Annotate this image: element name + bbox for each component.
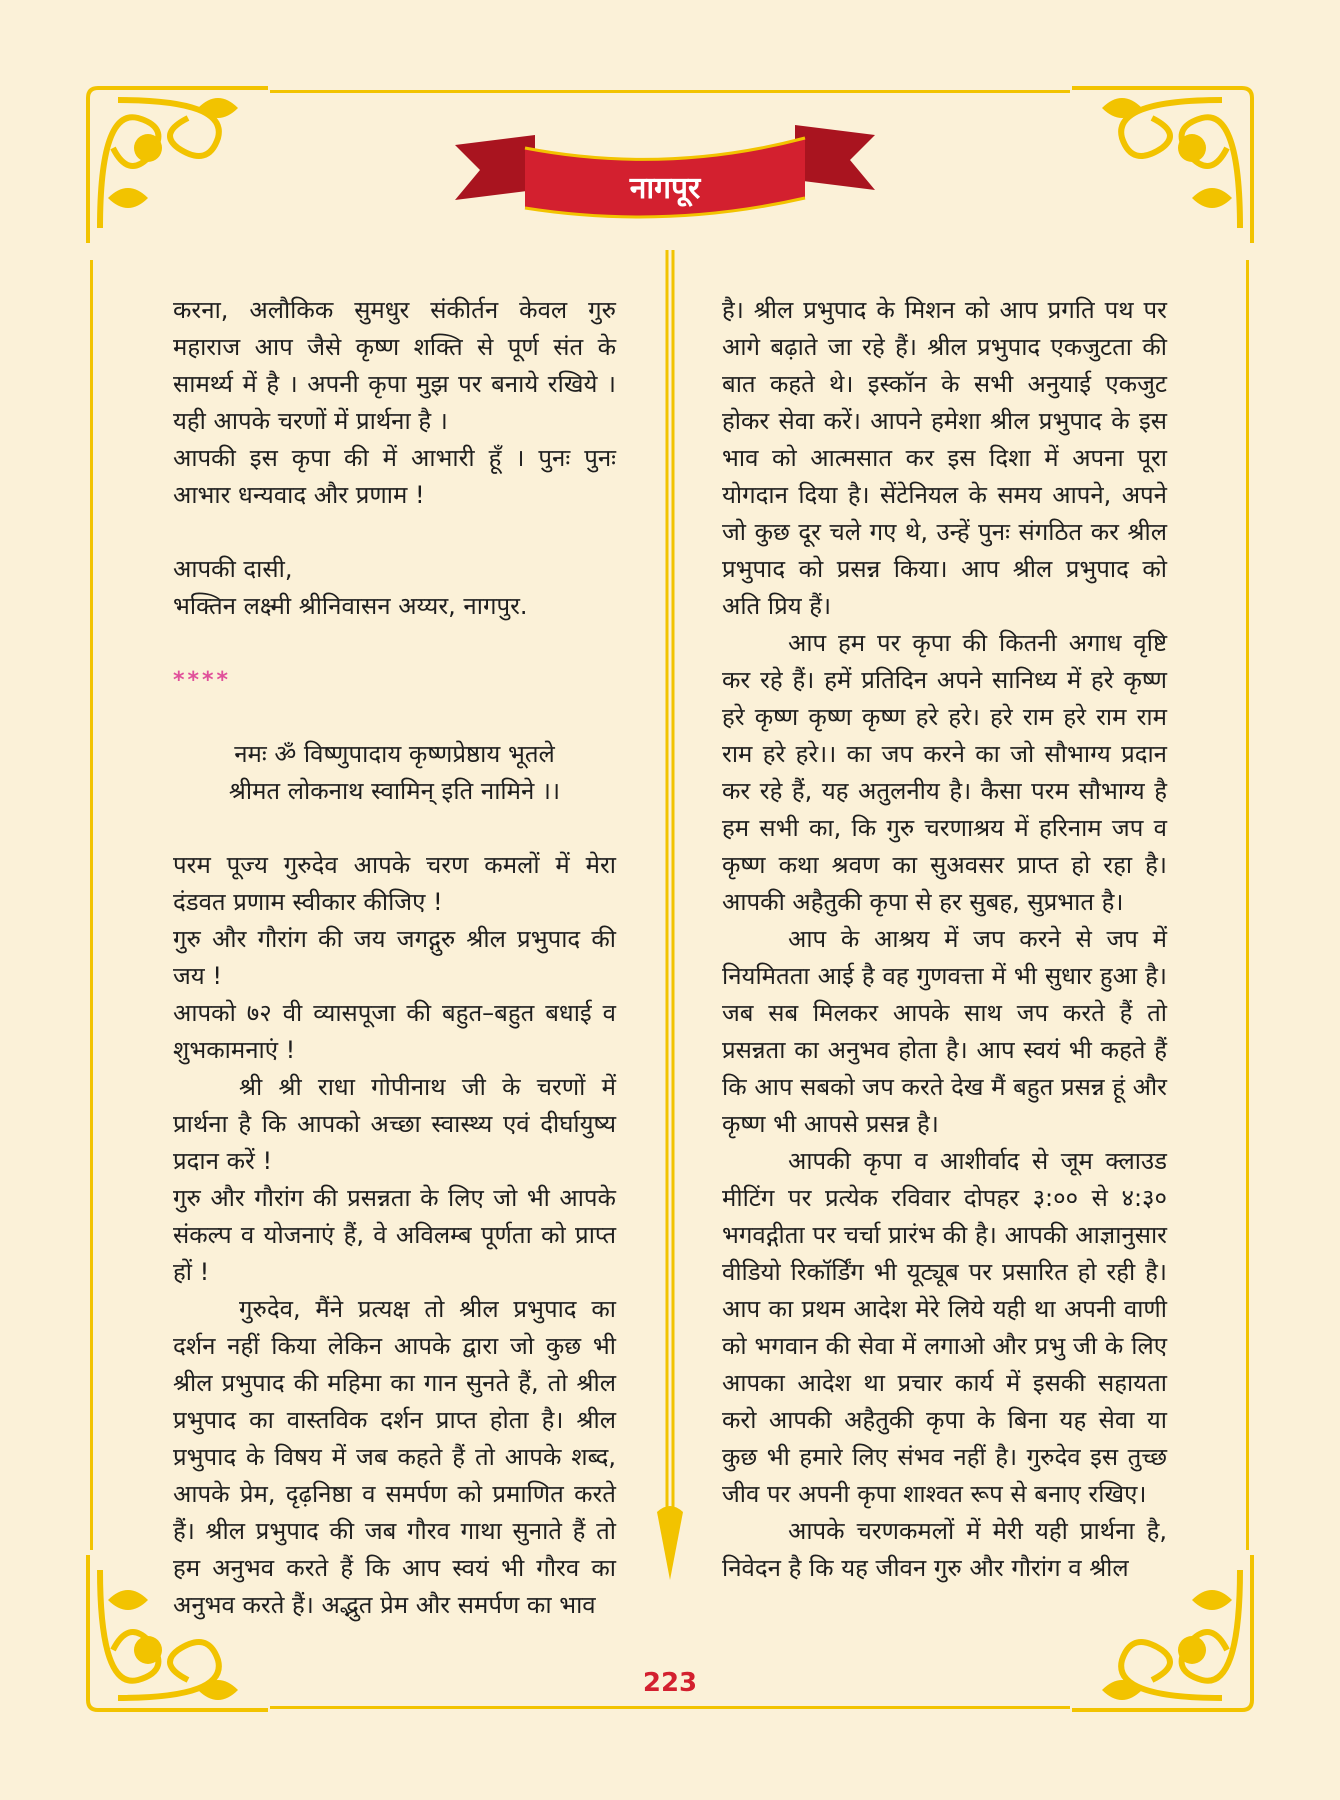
section-separator: **** (173, 668, 232, 693)
right-paragraph-3: आप के आश्रय में जप करने से जप में नियमितता आई है वह गुणवत्ता में भी सुधार हुआ है। जब सब मिलकर आपके साथ जप करते हैं तो प्रसन्नता का अनुभव होता है। आप स्वयं भी कहते हैं कि आप सबको जप करते देख मैं बहुत प्रसन्न हूं और कृष्ण भी आपसे प्रसन्न है। (722, 925, 1167, 1138)
left-paragraph-4: गुरु और गौरांग की जय जगद्गुरु श्रील प्रभुपाद की जय ! (173, 925, 616, 990)
section-banner (455, 120, 875, 230)
left-paragraph-3: परम पूज्य गुरुदेव आपके चरण कमलों में मेरा दंडवत प्रणाम स्वीकार कीजिए ! (173, 851, 616, 916)
frame-right-line (1246, 260, 1249, 1550)
signature-line-2: भक्तिन लक्ष्मी श्रीनिवासन अय्यर, नागपुर. (173, 592, 528, 620)
left-paragraph-8: गुरुदेव, मैंने प्रत्यक्ष तो श्रील प्रभुपाद का दर्शन नहीं किया लेकिन आपके द्वारा जो कुछ भी श्रील प्रभुपाद की महिमा का गान सुनते हैं, तो श्रील प्रभुपाद का वास्तविक दर्शन प्राप्त होता है। श्रील प्रभुपाद के विषय में जब कहते हैं तो आपके शब्द, आपके प्रेम, दृढ़निष्ठा व समर्पण को प्रमाणित करते हैं। श्रील प्रभुपाद की जब गौरव गाथा सुनाते हैं तो हम अनुभव करते हैं कि आप स्वयं भी गौरव का अनुभव करते हैं। अद्भुत प्रेम और समर्पण का भाव (173, 1295, 616, 1619)
frame-bottom-line (270, 1706, 1070, 1709)
frame-left-line (90, 260, 93, 1550)
mantra-line-1: नमः ॐ विष्णुपादाय कृष्णप्रेष्ठाय भूतले (234, 740, 555, 768)
right-paragraph-1: है। श्रील प्रभुपाद के मिशन को आप प्रगति पथ पर आगे बढ़ाते जा रहे हैं। श्रील प्रभुपाद एकजुटता की बात कहते थे। इस्कॉन के सभी अनुयाई एकजुट होकर सेवा करें। आपने हमेशा श्रील प्रभुपाद के इस भाव को आत्मसात कर इस दिशा में अपना पूरा योगदान दिया है। सेंटेनियल के समय आपने, अपने जो कुछ दूर चले गए थे, उन्हें पुनः संगठित कर श्रील प्रभुपाद को प्रसन्न किया। आप श्रील प्रभुपाद को अति प्रिय हैं। (722, 296, 1167, 620)
left-column (173, 292, 616, 1624)
right-paragraph-2: आप हम पर कृपा की कितनी अगाध वृष्टि कर रहे हैं। हमें प्रतिदिन अपने सानिध्य में हरे कृष्ण हरे कृष्ण कृष्ण कृष्ण हरे हरे। हरे राम हरे राम राम राम हरे हरे।। का जप करने का जो सौभाग्य प्रदान कर रहे हैं, यह अतुलनीय है। कैसा परम सौभाग्य है हम सभी का, कि गुरु चरणाश्रय में हरिनाम जप व कृष्ण कथा श्रवण का सुअवसर प्राप्त हो रहा है। आपकी अहैतुकी कृपा से हर सुबह, सुप्रभात है। (722, 629, 1167, 916)
page-number: 223 (642, 1668, 698, 1698)
corner-ornament-top-left-icon (78, 78, 278, 253)
mantra-line-2: श्रीमत लोकनाथ स्वामिन् इति नामिने ।। (228, 777, 561, 805)
right-column (722, 292, 1167, 1587)
left-paragraph-5: आपको ७२ वी व्यासपूजा की बहुत–बहुत बधाई व शुभकामनाएं ! (173, 999, 616, 1064)
corner-ornament-top-right-icon (1062, 78, 1262, 253)
column-divider (655, 250, 685, 1580)
right-paragraph-5: आपके चरणकमलों में मेरी यही प्रार्थना है, निवेदन है कि यह जीवन गुरु और गौरांग व श्रील (722, 1517, 1167, 1582)
left-paragraph-1: करना, अलौकिक सुमधुर संकीर्तन केवल गुरु महाराज आप जैसे कृष्ण शक्ति से पूर्ण संत के सामर्थ्य में है । अपनी कृपा मुझ पर बनाये रखिये । यही आपके चरणों में प्रार्थना है । (173, 296, 616, 435)
left-paragraph-7: गुरु और गौरांग की प्रसन्नता के लिए जो भी आपके संकल्प व योजनाएं हैं, वे अविलम्ब पूर्णता को प्राप्त हों ! (173, 1184, 616, 1286)
right-paragraph-4: आपकी कृपा व आशीर्वाद से जूम क्लाउड मीटिंग पर प्रत्येक रविवार दोपहर ३:०० से ४:३० भगवद्गीता पर चर्चा प्रारंभ की है। आपकी आज्ञानुसार वीडियो रिकॉर्डिंग भी यूट्यूब पर प्रसारित हो रही है। आप का प्रथम आदेश मेरे लिये यही था अपनी वाणी को भगवान की सेवा में लगाओ और प्रभु जी के लिए आपका आदेश था प्रचार कार्य में इसकी सहायता करो आपकी अहैतुकी कृपा के बिना यह सेवा या कुछ भी हमारे लिए संभव नहीं है। गुरुदेव इस तुच्छ जीव पर अपनी कृपा शाश्वत रूप से बनाए रखिए। (722, 1147, 1167, 1508)
signature-line-1: आपकी दासी, (173, 555, 293, 583)
left-paragraph-2: आपकी इस कृपा की में आभारी हूँ । पुनः पुनः आभार धन्यवाद और प्रणाम ! (173, 444, 616, 509)
page-title: नागपूर (629, 171, 701, 206)
left-paragraph-6: श्री श्री राधा गोपीनाथ जी के चरणों में प्रार्थना है कि आपको अच्छा स्वास्थ्य एवं दीर्घायुष्य प्रदान करें ! (173, 1073, 616, 1175)
frame-top-line (270, 90, 1070, 93)
